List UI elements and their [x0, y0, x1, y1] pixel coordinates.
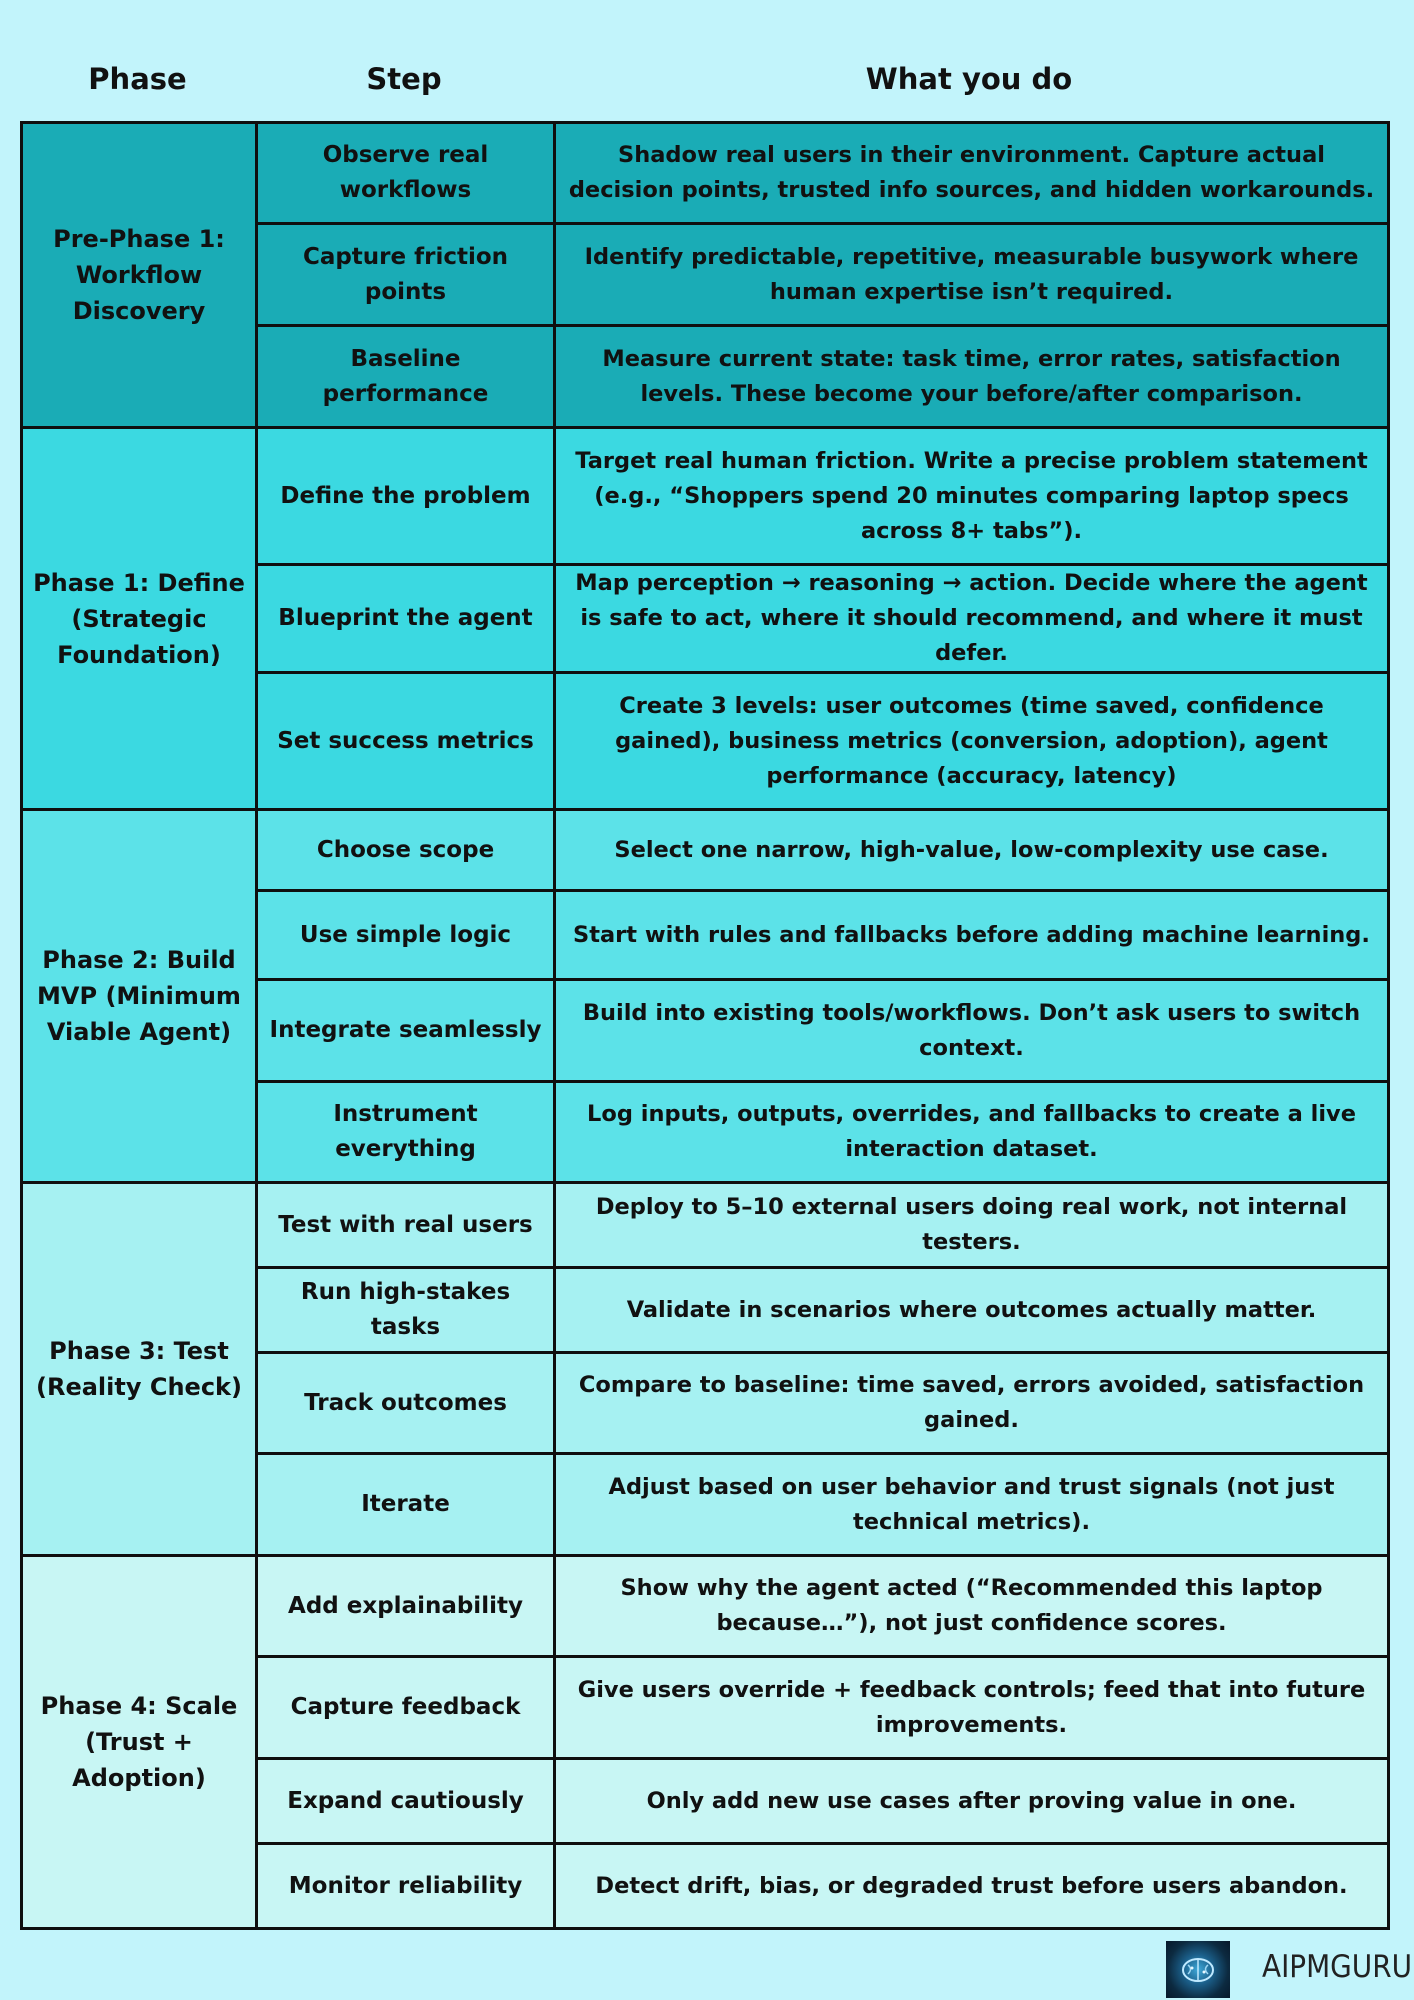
phase-cell: Phase 1: Define (Strategic Foundation): [22, 428, 257, 810]
table-row: [22, 123, 1389, 224]
table-row: [22, 1556, 1389, 1657]
table-row: [22, 428, 1389, 565]
step-cell: Baseline performance: [257, 326, 555, 428]
step-cell: Integrate seamlessly: [257, 980, 555, 1082]
desc-cell: Only add new use cases after proving value in one.: [555, 1759, 1389, 1844]
desc-cell: Adjust based on user behavior and trust signals (not just technical metrics).: [555, 1454, 1389, 1556]
desc-cell: Create 3 levels: user outcomes (time saved, confidence gained), business metrics (conversion, adoption), agent performance (accuracy, latency): [555, 673, 1389, 810]
header-what-you-do: What you do: [865, 62, 1073, 96]
step-cell: Define the problem: [257, 428, 555, 565]
phase-cell: Phase 3: Test (Reality Check): [22, 1183, 257, 1556]
table-row: [22, 810, 1389, 891]
step-cell: Iterate: [257, 1454, 555, 1556]
column-headers: [20, 62, 1385, 96]
brain-icon: [1166, 1941, 1230, 1998]
step-cell: Use simple logic: [257, 891, 555, 980]
step-cell: Track outcomes: [257, 1353, 555, 1454]
step-cell: Set success metrics: [257, 673, 555, 810]
desc-cell: Give users override + feedback controls; feed that into future improvements.: [555, 1657, 1389, 1759]
desc-cell: Show why the agent acted (“Recommended this laptop because…”), not just confidence scores.: [555, 1556, 1389, 1657]
header-step: Step: [366, 62, 442, 96]
desc-cell: Detect drift, bias, or degraded trust before users abandon.: [555, 1844, 1389, 1929]
step-cell: Blueprint the agent: [257, 565, 555, 673]
phase-cell: Phase 2: Build MVP (Minimum Viable Agent): [22, 810, 257, 1183]
phase-table: [20, 121, 1390, 1930]
step-cell: Test with real users: [257, 1183, 555, 1268]
header-phase: Phase: [88, 62, 187, 96]
desc-cell: Validate in scenarios where outcomes actually matter.: [555, 1268, 1389, 1353]
step-cell: Run high-stakes tasks: [257, 1268, 555, 1353]
step-cell: Capture feedback: [257, 1657, 555, 1759]
phase-cell: Pre-Phase 1: Workflow Discovery: [22, 123, 257, 428]
step-cell: Add explainability: [257, 1556, 555, 1657]
table-row: [22, 1183, 1389, 1268]
desc-cell: Select one narrow, high-value, low-complexity use case.: [555, 810, 1389, 891]
desc-cell: Target real human friction. Write a precise problem statement (e.g., “Shoppers spend 20 minutes comparing laptop specs across 8+ tabs”).: [555, 428, 1389, 565]
desc-cell: Map perception → reasoning → action. Decide where the agent is safe to act, where it should recommend, and where it must defer.: [555, 565, 1389, 673]
desc-cell: Start with rules and fallbacks before adding machine learning.: [555, 891, 1389, 980]
step-cell: Expand cautiously: [257, 1759, 555, 1844]
desc-cell: Compare to baseline: time saved, errors avoided, satisfaction gained.: [555, 1353, 1389, 1454]
desc-cell: Identify predictable, repetitive, measurable busywork where human expertise isn’t required.: [555, 224, 1389, 326]
desc-cell: Measure current state: task time, error rates, satisfaction levels. These become your before/after comparison.: [555, 326, 1389, 428]
phase-cell: Phase 4: Scale (Trust + Adoption): [22, 1556, 257, 1929]
step-cell: Choose scope: [257, 810, 555, 891]
step-cell: Monitor reliability: [257, 1844, 555, 1929]
step-cell: Capture friction points: [257, 224, 555, 326]
desc-cell: Log inputs, outputs, overrides, and fallbacks to create a live interaction dataset.: [555, 1082, 1389, 1183]
brand-name: AIPMGURU: [1262, 1949, 1413, 1985]
desc-cell: Deploy to 5–10 external users doing real work, not internal testers.: [555, 1183, 1389, 1268]
desc-cell: Build into existing tools/workflows. Don’t ask users to switch context.: [555, 980, 1389, 1082]
step-cell: Observe real workflows: [257, 123, 555, 224]
step-cell: Instrument everything: [257, 1082, 555, 1183]
desc-cell: Shadow real users in their environment. Capture actual decision points, trusted info sources, and hidden workarounds.: [555, 123, 1389, 224]
